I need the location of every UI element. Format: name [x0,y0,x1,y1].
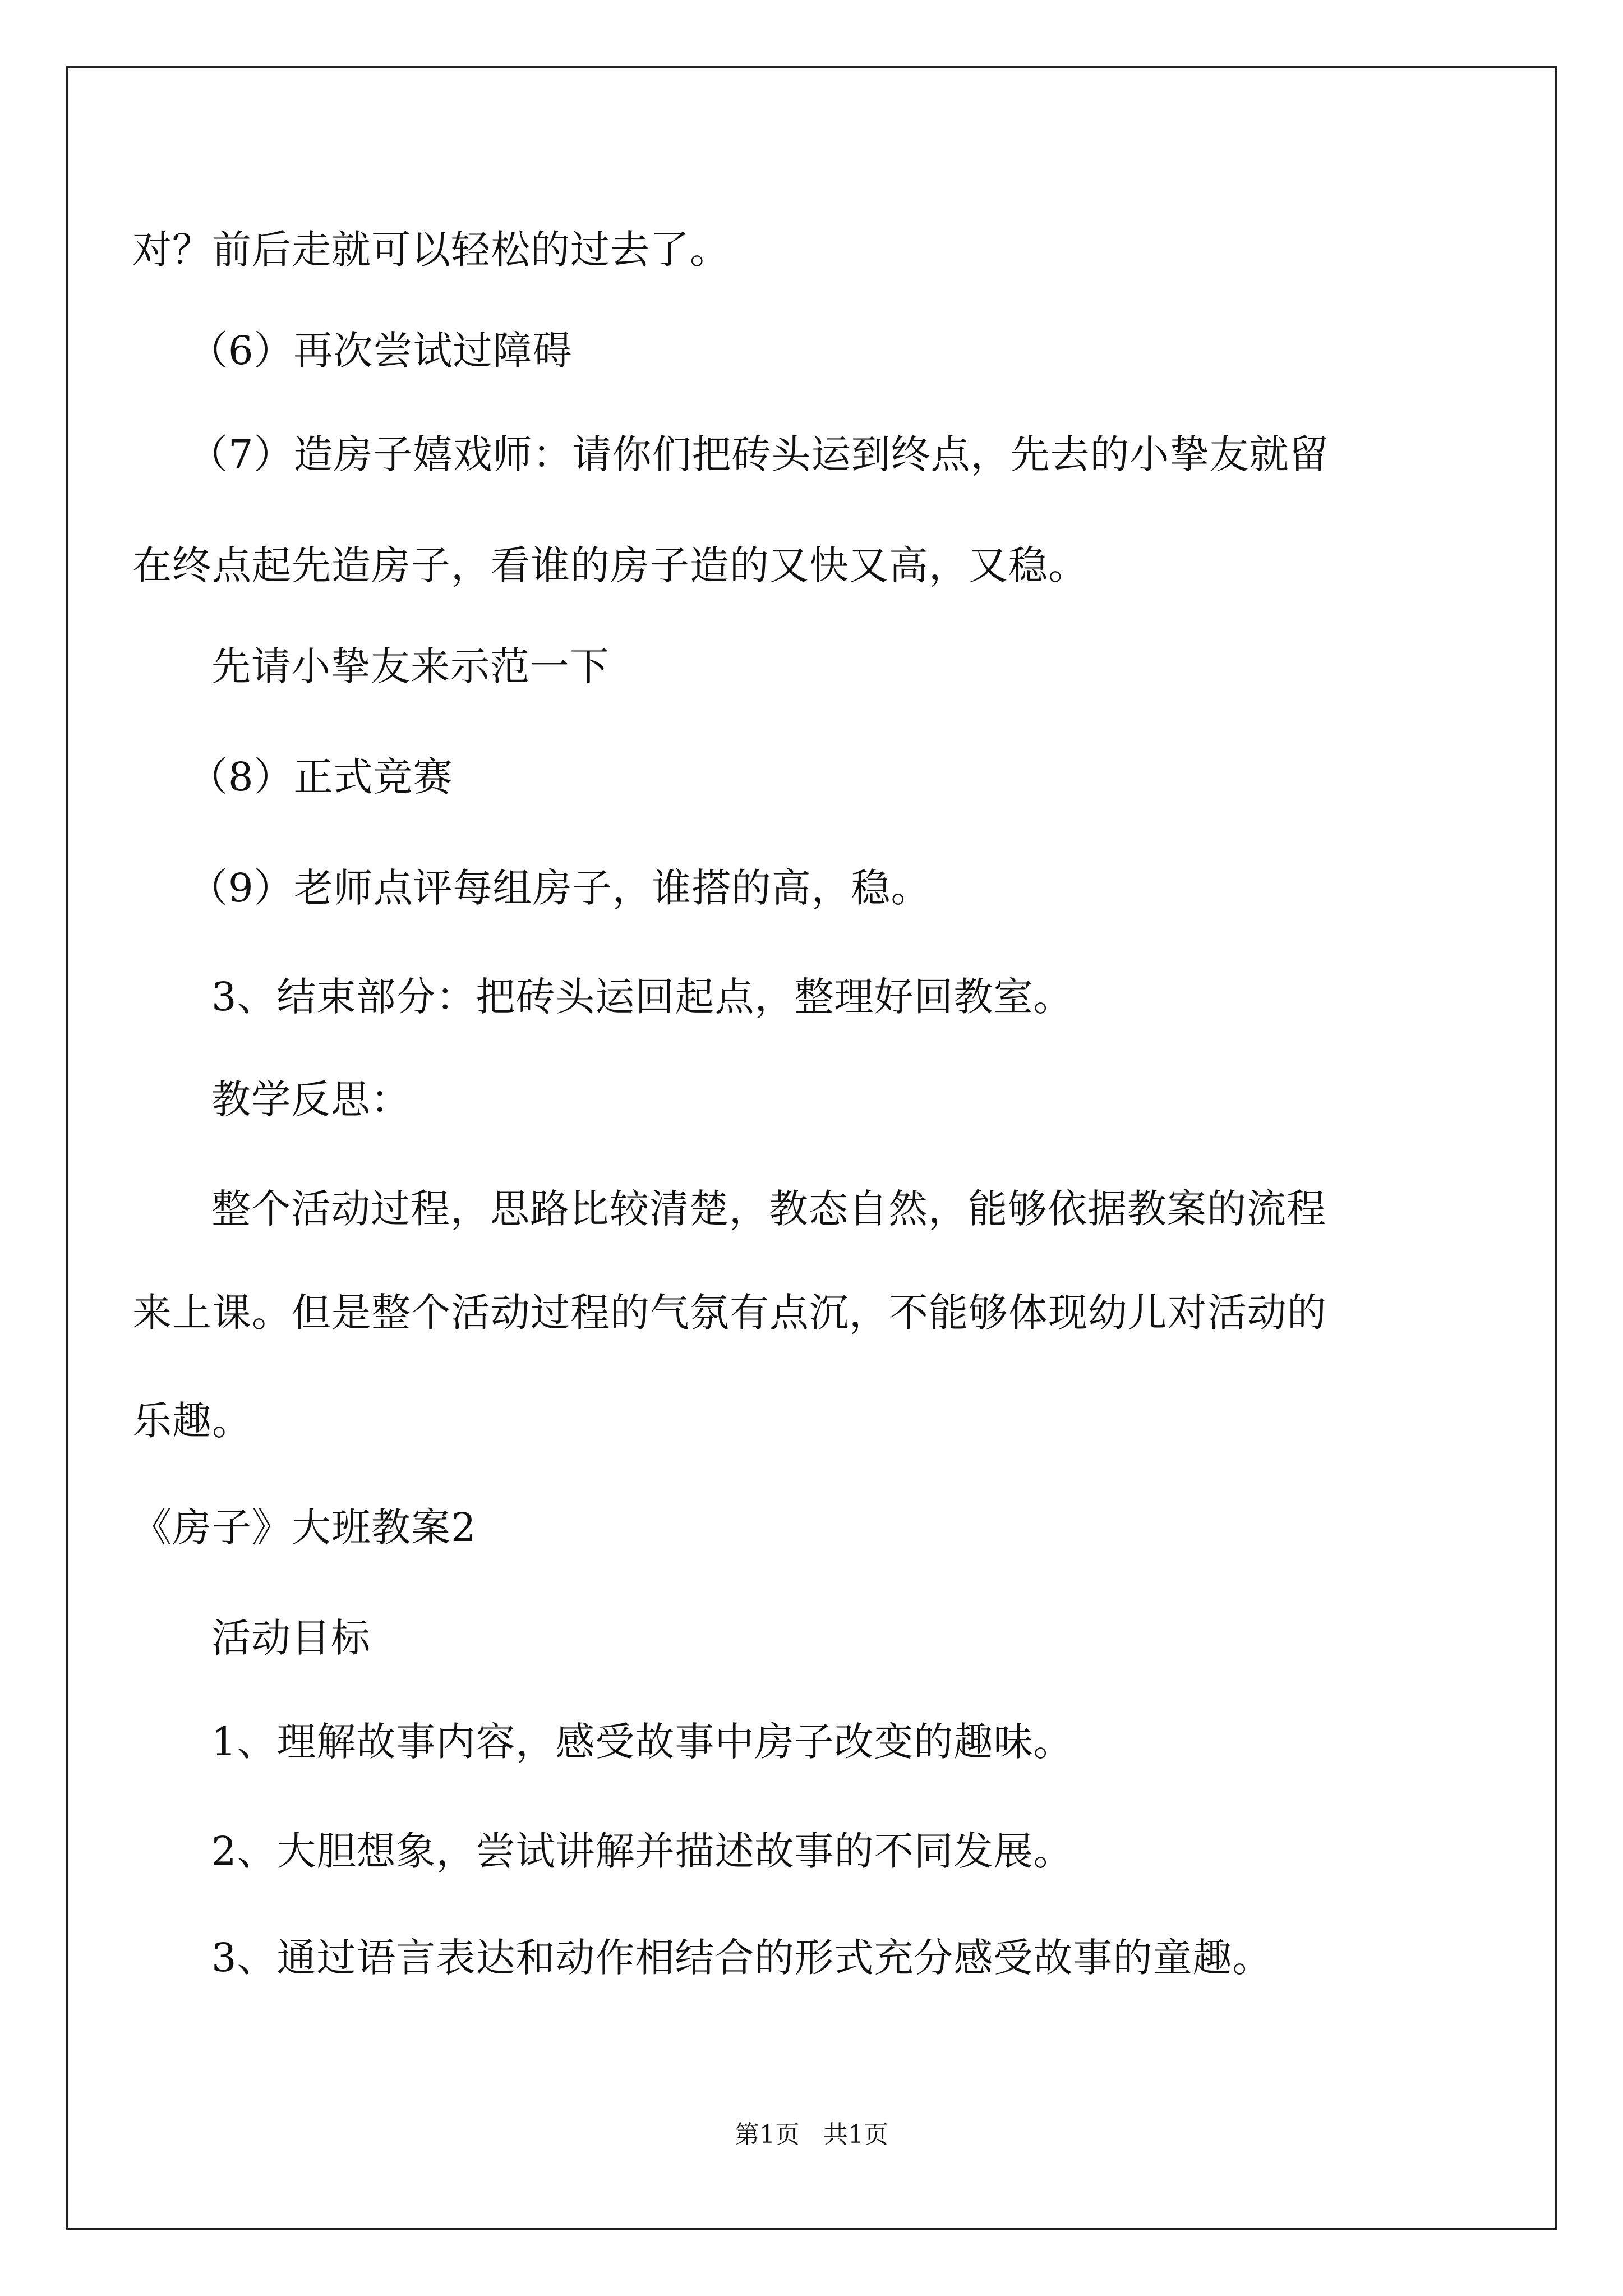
page-number-footer: 第1页 共1页 [735,2120,888,2149]
body-line: （7）造房子嬉戏师：请你们把砖头运到终点，先去的小挚友就留 [188,431,1329,477]
list-item: 3、通过语言表达和动作相结合的形式充分感受故事的童趣。 [211,1935,1272,1981]
section-heading: 教学反思： [211,1076,411,1122]
body-line: 来上课。但是整个活动过程的气氛有点沉，不能够体现幼儿对活动的 [132,1290,1327,1336]
page-border [66,66,1557,2230]
list-item: 2、大胆想象，尝试讲解并描述故事的不同发展。 [211,1828,1073,1874]
body-line: （8）正式竞赛 [188,754,453,800]
body-line: 在终点起先造房子，看谁的房子造的又快又高，又稳。 [132,542,1088,588]
list-item: 1、理解故事内容，感受故事中房子改变的趣味。 [211,1719,1073,1765]
section-heading: 活动目标 [211,1615,371,1661]
body-line: 对？前后走就可以轻松的过去了。 [132,227,730,273]
body-line: 3、结束部分：把砖头运回起点，整理好回教室。 [211,974,1073,1020]
body-line: 整个活动过程，思路比较清楚，教态自然，能够依据教案的流程 [211,1186,1326,1232]
body-line: 乐趣。 [132,1398,252,1444]
body-line: （9）老师点评每组房子，谁搭的高，稳。 [188,865,931,911]
body-line: 先请小挚友来示范一下 [211,643,610,689]
body-line: （6）再次尝试过障碍 [188,328,573,374]
document-title: 《房子》大班教案2 [132,1504,477,1550]
